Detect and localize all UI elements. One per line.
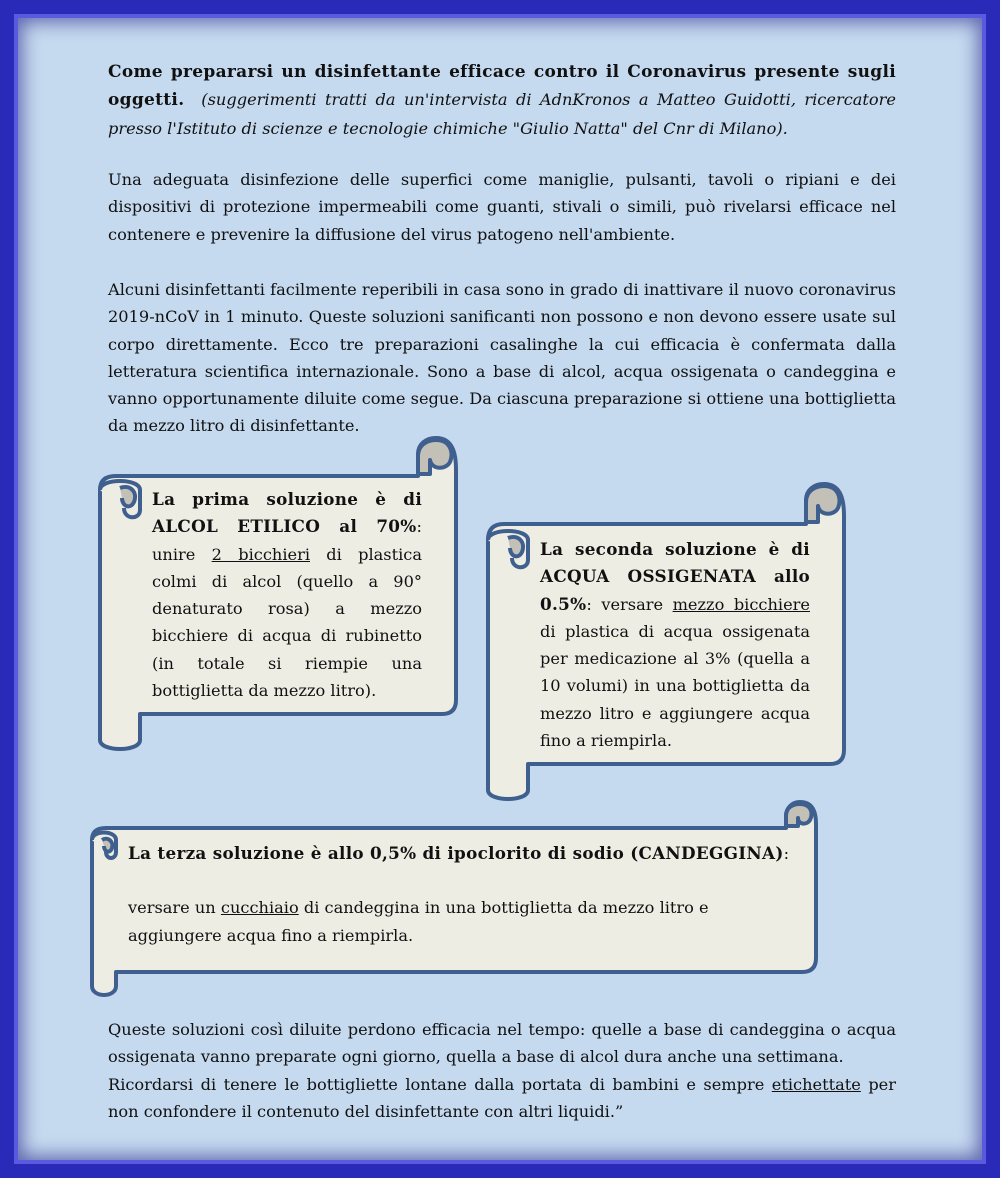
intro-title: Come prepararsi un disinfettante efficace contro il Coronavirus presente sugli oggetti.: [108, 62, 896, 111]
intro-note: (suggerimenti tratti da un'intervista di AdnKronos a Matteo Guidotti, ricercatore presso l'Istituto di scienze e tecnologie chimiche "Giulio Natta" del Cnr di Milano).: [108, 90, 896, 138]
closing-paragraph: [108, 1016, 896, 1125]
closing-line-1: Queste soluzioni così diluite perdono efficacia nel tempo: quelle a base di candeggina o acqua ossigenata vanno preparate ogni giorno, quella a base di alcol dura anche una settimana.: [108, 1020, 896, 1067]
paragraph-2-text: Alcuni disinfettanti facilmente reperibili in casa sono in grado di inattivare il nuovo coronavirus 2019-nCoV in 1 minuto. Queste soluzioni sanificanti non possono e non devono essere usate sul corpo direttamente. Ecco tre preparazioni casalinghe la cui efficacia è confermata dalla letteratura scientifica internazionale. Sono a base di alcol, acqua ossigenata o candeggina e vanno opportunamente diluite come segue. Da ciascuna preparazione si ottiene una bottiglietta da mezzo litro di disinfettante.: [108, 280, 896, 436]
scroll-2-text-b: di plastica di acqua ossigenata per medicazione al 3% (quella a 10 volumi) in una bottiglietta da mezzo litro e aggiungere acqua fino a riempirla.: [540, 621, 810, 751]
closing-underline: etichettate: [771, 1074, 861, 1094]
scroll-2-text: [540, 536, 810, 754]
scroll-3-colon: :: [783, 844, 790, 863]
scroll-2-underline: mezzo bicchiere: [672, 594, 810, 614]
scroll-3-text: [128, 840, 798, 949]
scroll-3-text-b: di candeggina in una bottiglietta da mezzo litro e aggiungere acqua fino a riempirla.: [128, 898, 709, 945]
scroll-1-text-a: unire: [152, 544, 212, 564]
scroll-1-text-b: di plastica colmi di alcol (quello a 90° denaturato rosa) a mezzo bicchiere di acqua di rubinetto (in totale si riempie una bottiglietta da mezzo litro).: [152, 544, 423, 701]
scroll-1-colon: :: [416, 517, 422, 537]
scroll-2-colon: :: [586, 594, 592, 614]
scroll-3-underline: cucchiaio: [220, 898, 299, 918]
scroll-3-text-a: versare un: [128, 898, 221, 918]
scroll-1-underline: 2 bicchieri: [211, 544, 310, 564]
closing-line-2-b: per non confondere il contenuto del disinfettante con altri liquidi.”: [108, 1074, 896, 1121]
paragraph-1-text: Una adeguata disinfezione delle superfici come maniglie, pulsanti, tavoli o ripiani e dei dispositivi di protezione impermeabili come guanti, stivali o simili, può rivelarsi efficace nel contenere e prevenire la diffusione del virus patogeno nell'ambiente.: [108, 170, 896, 244]
closing-line-2: [108, 1071, 896, 1126]
scroll-3-title: La terza soluzione è allo 0,5% di ipoclorito di sodio (CANDEGGINA): [128, 843, 784, 863]
scroll-2-title: La seconda soluzione è di ACQUA OSSIGENATA allo 0.5%: [540, 539, 810, 614]
scroll-1-title: La prima soluzione è di ALCOL ETILICO al 70%: [152, 489, 422, 537]
scroll-1-text: [152, 486, 422, 704]
closing-line-2-a: Ricordarsi di tenere le bottigliette lontane dalla portata di bambini e sempre: [108, 1074, 772, 1094]
scroll-2-text-a: versare: [591, 594, 673, 614]
